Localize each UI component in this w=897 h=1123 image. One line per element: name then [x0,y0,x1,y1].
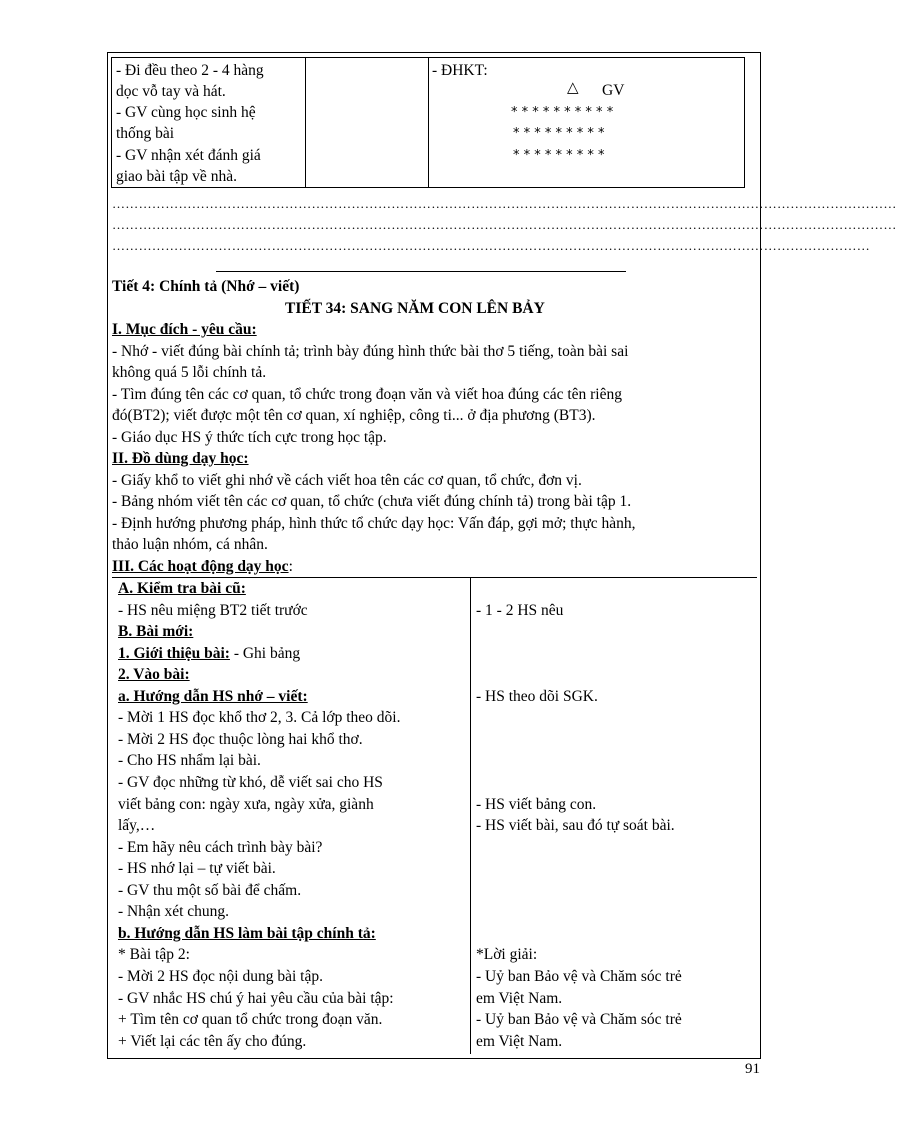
body-text: - Tìm đúng tên các cơ quan, tổ chức trong đoạn văn và viết hoa đúng các tên riêng [112,386,622,403]
column-divider [428,58,429,187]
section-heading: II. Đồ dùng dạy học: [112,450,249,467]
table-cell-text: - GV cùng học sinh hệ [116,104,256,121]
column-divider [470,577,471,1054]
heading-colon: : [288,558,293,575]
triangle-icon: △ [567,78,579,96]
activity-heading: 1. Giới thiệu bài: [118,645,230,662]
activity-text: - Cho HS nhẩm lại bài. [118,752,261,769]
answer-text: em Việt Nam. [476,990,563,1007]
body-text: không quá 5 lỗi chính tả. [112,364,267,381]
section-heading-row [112,556,293,577]
body-text: - Nhớ - viết đúng bài chính tả; trình bày đúng hình thức bài thơ 5 tiếng, toàn bài sai [112,343,629,360]
activity-text: - Ghi bảng [229,645,301,662]
teacher-marker: GV [602,82,625,99]
activity-heading: B. Bài mới: [118,623,194,640]
formation-label: - ĐHKT: [432,62,488,79]
body-text: - Định hướng phương pháp, hình thức tổ chức dạy học: Vấn đáp, gợi mở; thực hành, [112,515,636,532]
dotted-line: ……………………………………………………………………………………………………………………………………………………… [112,238,871,253]
activity-heading: A. Kiểm tra bài cũ: [118,580,246,597]
page-number: 91 [745,1061,760,1077]
table-cell-text: - Đi đều theo 2 - 4 hàng [116,62,264,79]
body-text: thảo luận nhóm, cá nhân. [112,536,268,553]
table-cell-text: giao bài tập về nhà. [116,168,237,185]
separator-line [216,271,626,272]
body-text: đó(BT2); viết được một tên cơ quan, xí nghiệp, công ti... ở địa phương (BT3). [112,407,596,424]
activity-text: - GV thu một số bài để chấm. [118,882,302,899]
table-cell-text: - GV nhận xét đánh giá [116,147,261,164]
column-divider [305,58,306,187]
table-cell-text: dọc vỗ tay và hát. [116,83,226,100]
activity-text: - GV nhắc HS chú ý hai yêu cầu của bài tập: [118,990,394,1007]
body-text: - Giáo dục HS ý thức tích cực trong học tập. [112,429,387,446]
student-row: * * * * * * * * * [513,126,605,141]
answer-text: *Lời giải: [476,946,538,963]
activity-text: * Bài tập 2: [118,946,190,963]
activity-text: - HS nhớ lại – tự viết bài. [118,860,276,877]
activity-text: - Em hãy nêu cách trình bày bài? [118,839,323,856]
student-row: * * * * * * * * * [513,148,605,163]
student-response: - HS viết bảng con. [476,796,597,813]
intro-row [118,643,300,664]
activity-text: - GV đọc những từ khó, dễ viết sai cho HS [118,774,383,791]
student-response: - 1 - 2 HS nêu [476,602,564,619]
activity-text: lấy,… [118,817,156,834]
activity-heading: 2. Vào bài: [118,666,190,683]
activity-text: - Nhận xét chung. [118,903,230,920]
activity-heading: a. Hướng dẫn HS nhớ – viết: [118,688,308,705]
body-text: - Giấy khổ to viết ghi nhớ về cách viết hoa tên các cơ quan, tổ chức, đơn vị. [112,472,582,489]
section-heading: III. Các hoạt động dạy học [112,558,289,575]
activity-text: - Mời 1 HS đọc khổ thơ 2, 3. Cả lớp theo dõi. [118,709,401,726]
answer-text: em Việt Nam. [476,1033,563,1050]
answer-text: - Uỷ ban Bảo vệ và Chăm sóc trẻ [476,968,682,985]
dotted-line: …………………………………………………………………………………………………………………………………………………………… [112,217,897,232]
activity-text: - HS nêu miệng BT2 tiết trước [118,602,308,619]
activity-heading: b. Hướng dẫn HS làm bài tập chính tả: [118,925,376,942]
body-text: - Bảng nhóm viết tên các cơ quan, tổ chức (chưa viết đúng chính tả) trong bài tập 1. [112,493,632,510]
section-heading: I. Mục đích - yêu cầu: [112,321,257,338]
student-response: - HS viết bài, sau đó tự soát bài. [476,817,675,834]
student-response: - HS theo dõi SGK. [476,688,598,705]
activity-text: + Viết lại các tên ấy cho đúng. [118,1033,307,1050]
answer-text: - Uỷ ban Bảo vệ và Chăm sóc trẻ [476,1011,682,1028]
activity-text: viết bảng con: ngày xưa, ngày xửa, giành [118,796,374,813]
lesson-period-label: Tiết 4: Chính tả (Nhớ – viết) [112,278,300,295]
activity-text: + Tìm tên cơ quan tổ chức trong đoạn văn. [118,1011,383,1028]
dotted-line: …………………………………………………………………………………………………………………………………………………………… [112,196,897,211]
student-row: * * * * * * * * * * [511,105,614,120]
table-cell-text: thống bài [116,125,175,142]
lesson-title: TIẾT 34: SANG NĂM CON LÊN BẢY [285,300,545,317]
activity-text: - Mời 2 HS đọc thuộc lòng hai khổ thơ. [118,731,363,748]
activity-text: - Mời 2 HS đọc nội dung bài tập. [118,968,323,985]
